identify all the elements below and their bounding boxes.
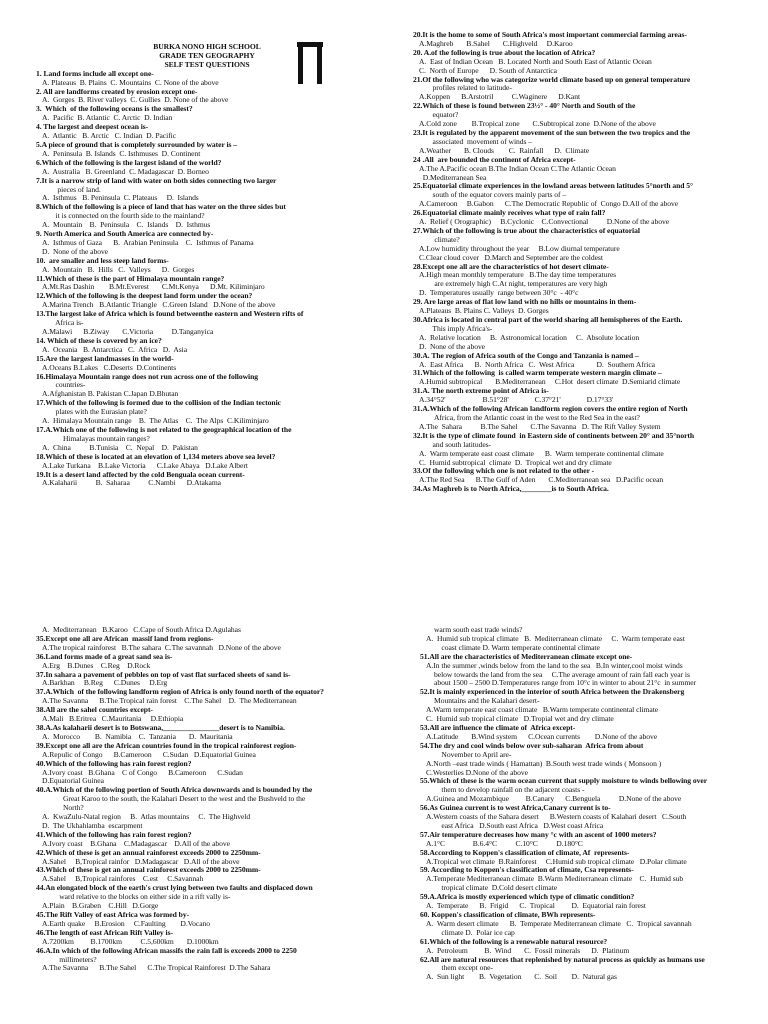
question-text: 34.As Maghreb is to North Africa,________is to South Africa. <box>413 485 609 494</box>
answer-options: A. Relative location B. Astronomical location C. Absolute location <box>419 333 640 342</box>
answer-options: climate D. Polar ice cap <box>434 928 515 937</box>
question-text: 31.A.Which of the following African landform region covers the entire region of North <box>413 405 688 414</box>
answer-options: tropical climate D.Cold desert climate <box>434 884 558 893</box>
grade-title: GRADE TEN GEOGRAPHY <box>159 51 255 60</box>
question-text: 23.It is regulated by the apparent movement of the sun between the two tropics and the <box>413 128 691 137</box>
answer-options: D. None of the above <box>42 247 109 256</box>
question-text: 32.It is the type of climate found in Eastern side of continents between 20° and 35°north <box>413 431 695 440</box>
question-text: 30.Africa is located in central part of the world sharing all hemispheres of the Earth. <box>413 316 683 324</box>
answer-options: D.Equatorial Guinea <box>42 777 104 786</box>
answer-options: A. East Africa B. North Africa C. West Africa D. Southern Africa <box>419 360 655 369</box>
answer-options: A. Isthmus B. Peninsula C. Plateaus D. Islands <box>42 194 199 203</box>
question-text: 40.A.Which of the following portion of South Africa downwards and is bounded by the <box>36 786 313 795</box>
answer-options: A.Cameroon B.Gabon C.The Democratic Republic of Congo D.All of the above <box>419 200 679 209</box>
answer-options: pieces of land. <box>50 185 101 194</box>
question-text: 7.It is a narrow strip of land with water on both sides connecting two larger <box>36 176 277 185</box>
question-text: 27.Which of the following is true about the characteristics of equatorial <box>413 226 640 235</box>
answer-options: A.Cold zone B.Tropical zone C.Subtropical zone D.None of the above <box>419 120 656 129</box>
question-text: 40.Which of the following has rain forest region? <box>36 759 192 768</box>
answer-options: A.North –east trade winds ( Hamattan) B.South west trade winds ( Monsoon ) <box>426 759 662 768</box>
answer-options: A.The Red Sea B.The Gulf of Aden C.Mediterranean sea D.Pacific ocean <box>419 476 664 485</box>
question-text: 14. Which of these is covered by an ice? <box>36 336 162 345</box>
answer-options: C. Humid sub tropical climate D.Tropial wet and dry climate <box>426 715 614 724</box>
column-left-bottom <box>36 626 391 973</box>
test-title: SELF TEST QUESTIONS <box>164 60 250 69</box>
answer-options: A. Peninsula B. Islands C. Isthmuses D. Continent <box>42 149 201 158</box>
answer-options: A.Ivory coast B.Ghana C.Madagascar D.All of the above <box>42 839 230 848</box>
pi-symbol-icon <box>295 40 325 86</box>
question-text: 17.A.Which one of the following is not related to the geographical location of the <box>36 425 292 434</box>
answer-options: A. Petroleum B. Wind C. Fossil minerals D. Platinum <box>426 946 630 955</box>
question-text: 56.As Guinea current is to west Africa,Canary current is to- <box>420 804 611 813</box>
answer-options: A.34°52' B.51°28' C.37°21' D.17°33' <box>419 396 614 405</box>
answer-options: A. Isthmus of Gaza B. Arabian Peninsula C. Isthmus of Panama <box>42 238 254 247</box>
answer-options: A.The Savanna B.The Tropical rain forest C.The Sahel D. The Mediterranean <box>42 697 297 706</box>
question-text: 54.The dry and cool winds below over sub-saharan Africa from about <box>420 741 644 750</box>
answer-options: A.Plateaus B. Plains C. Valleys D. Gorges <box>419 307 549 316</box>
answer-options: A.Warm temperate east coast climate B.Warm temperate continental climate <box>426 706 659 715</box>
answer-options: countries- <box>50 381 86 390</box>
question-text: 60. Koppen's classification of climate, BWh represents- <box>420 911 596 919</box>
answer-options: A.7200km B.1700km C.5,600km D.1000km <box>42 937 219 946</box>
question-text: 31.Which of the following is called warm temperate western margin climate – <box>413 369 662 378</box>
answer-options: climate? <box>427 235 460 244</box>
answer-options: A. Sun light B. Vegetation C. Soil D. Natural gas <box>426 973 617 982</box>
answer-options: C.Clear cloud cover D.March and September are the coldest <box>419 253 603 262</box>
question-text: 62.All are natural resources that replenished by natural process as quickly as humans use <box>420 955 705 964</box>
answer-options: A.Kalaharii B. Saharaa C.Nambi D.Atakama <box>42 479 222 488</box>
question-text: 42.Which of these is get an annual rainforest exceeds 2000 to 2250mm- <box>36 848 261 857</box>
answer-options: A.Maghreb B.Sahel C.Highveld D.Karoo <box>419 39 573 48</box>
answer-options: November to April are- <box>434 750 512 759</box>
question-text: 59. According to Koppen's classification of climate, Csa represents- <box>420 866 634 875</box>
question-text: 61.Which of the following is a renewable natural resource? <box>420 937 608 946</box>
answer-options: A.Latitude B.Wind system C.Ocean currents D.None of the above <box>426 732 658 741</box>
answer-options: Mountains and the Kalahari desert- <box>434 697 540 706</box>
answer-options: A.Repulic of Congo B.Cameroon C.Sudan D.Equatorial Guinea <box>42 750 256 759</box>
answer-options: A. Humid sub tropical climate B. Mediterranean climate C. Warm temperate east <box>426 634 685 643</box>
question-text: 51.All are the characteristics of Mediterranean climate except one- <box>420 652 633 661</box>
answer-options: A.Erg B.Dunes C.Reg D.Rock <box>42 661 151 670</box>
answer-options: North? <box>50 804 84 813</box>
question-text: 59.A.Africa is mostly experienced which type of climatic condition? <box>420 893 635 902</box>
question-text: 11.Which of these is the part of Himalaya mountain range? <box>36 274 225 283</box>
question-text: 19.It is a desert land affected by the cold Benguala ocean current- <box>36 470 245 479</box>
answer-options: are extremely high C.At night, temperatures are very high <box>427 280 608 289</box>
answer-options: and south latitudes- <box>427 440 492 449</box>
answer-options: Africa, from the Atlantic coast in the west to the Red Sea in the east? <box>427 413 640 422</box>
answer-options: A.Temperate Mediterranean climate B.Warm Mediterranean climate C. Humid sub <box>426 875 684 884</box>
question-text: 20.It is the home to some of South Africa's most important commercial farming areas- <box>413 31 687 39</box>
answer-options: A. Mountain B. Hills C. Valleys D. Gorges <box>42 265 195 274</box>
answer-options: A.1°C B.6.4°C C.10°C D.180°C <box>426 839 583 848</box>
answer-options: A.Plain B.Graben C.Hill D.Gorge <box>42 902 159 911</box>
question-text: 2. All are landforms created by erosion except one- <box>36 87 198 96</box>
question-text: 31.A. The north extreme point of Africa is- <box>413 387 549 396</box>
answer-options: A.Sahel B,Tropical rainfores C.est C.Savannah <box>42 875 204 884</box>
answer-options: A. Australia B. Greenland C. Madagascar D. Borneo <box>42 167 209 176</box>
answer-options: A.Mt.Ras Dashin B.Mt.Everest C.Mt.Kenya D.Mt. Kiliminjaro <box>42 283 265 292</box>
answer-options: profiles related to latitude- <box>427 84 512 93</box>
answer-options: D. Temperatures usually range between 30°c - 40°c <box>419 289 579 298</box>
answer-options: Himalayas mountain ranges? <box>50 434 150 443</box>
answer-options: A.High mean monthly temperature B.The day time temperatures <box>419 271 617 280</box>
answer-options: A. Warm temperate east coast climate B. Warm temperate continental climate <box>419 449 664 458</box>
question-text: 38.All are the sahel countries except- <box>36 706 153 715</box>
answer-options: C. North of Europe D. South of Antarctica <box>419 66 557 75</box>
question-text: 20. A.of the following is true about the location of Africa? <box>413 48 596 57</box>
question-text: 24 .All are bounded the continent of Africa except- <box>413 155 576 164</box>
column-right-bottom <box>420 626 768 982</box>
question-text: 18.Which of these is located at an elevation of 1,134 meters above sea level? <box>36 452 276 461</box>
question-text: 43.Which of these is get an annual rainforest exceeds 2000 to 2250mm- <box>36 866 261 875</box>
answer-options: A. Warm desert climate B. Temperate Mediterranean climate C. Tropical savannah <box>426 919 692 928</box>
answer-options: A.Western coasts of the Sahara desert B.Western coasts of Kalahari desert C.South <box>426 813 687 822</box>
answer-options: A.Humid subtropical B.Mediterranean C.Hot desert climate D.Semiarid climate <box>419 378 681 387</box>
answer-options: A. Pacific B. Atlantic C. Arctic D. Indian <box>42 114 173 123</box>
answer-options: A. Mountain B. Peninsula C. Islands D. Isthmus <box>42 221 211 230</box>
question-text: 9. North America and South America are connected by- <box>36 230 214 239</box>
answer-options: warm south east trade winds? <box>434 626 523 634</box>
answer-options: A.The Sahara B.The Sahel C.The Savanna D. The Rift Valley System <box>419 422 661 431</box>
question-text: 57.Air temperature decreases how many °c with an ascent of 1000 meters? <box>420 830 657 839</box>
answer-options: A. Morocco B. Namibia C. Tanzania D. Mauritania <box>42 732 233 741</box>
question-text: 45.The Rift Valley of east Africa was formed by- <box>36 911 190 919</box>
answer-options: them to develop rainfall on the adjacent coasts - <box>434 786 585 795</box>
answer-options: A.Tropical wet climate B.Rainforest C.Humid sub tropical climate D.Polar climate <box>426 857 687 866</box>
question-text: 33.Of the following which one is not related to the other - <box>413 467 595 476</box>
question-text: 12.Which of the following is the deepest land form under the ocean? <box>36 292 253 301</box>
answer-options: A.Afghanistan B. Pakistan C.Japan D.Bhutan <box>42 390 179 399</box>
answer-options: A.In the summer ,winds below from the land to the sea B.In winter,cool moist winds <box>426 661 683 670</box>
answer-options: east Africa D.South east Africa D.West coast Africa <box>434 821 604 830</box>
question-text: 8.Which of the following is a piece of land that has water on the three sides but <box>36 203 286 212</box>
question-text: 55.Which of these is the warm ocean current that supply moisture to winds bellowing over <box>420 777 708 786</box>
answer-options: D. None of the above <box>419 342 486 351</box>
question-text: 28.Except one all are the characteristics of hot desert climate- <box>413 262 609 271</box>
answer-options: A.Earth quake B.Erosion C.Faulting D.Vocano <box>42 919 211 928</box>
question-text: 1. Land forms include all except one- <box>36 69 154 78</box>
answer-options: Africa is- <box>50 319 84 328</box>
answer-options: A.Marina Trench B.Atlantic Triangle C.Green Island D.None of the above <box>42 301 276 310</box>
answer-options: A.Sahel B,Tropical rainfor D.Madagascar D.All of the above <box>42 857 240 866</box>
answer-options: A. Atlantic B. Arctic C. Indian D. Pacific <box>42 132 177 141</box>
question-text: 53.All are influence the climate of Africa except- <box>420 723 576 732</box>
column-left-top <box>36 43 378 488</box>
answer-options: coast climate D. Warm temperate continental climate <box>434 643 600 652</box>
question-text: 37.In sahara a pavement of pebbles on top of vast flat surfaced sheets of sand is- <box>36 670 291 679</box>
answer-options: C.Westerlies D.None of the above <box>426 768 528 777</box>
answer-options: associated movement of winds – <box>427 137 533 146</box>
answer-options: A. KwaZulu-Natal region B. Atlas mountains C. The Highveld <box>42 813 251 822</box>
question-text: 4. The largest and deepest ocean is- <box>36 123 149 132</box>
answer-options: A. Plateaus B. Plains C. Mountains C. None of the above <box>42 78 219 87</box>
answer-options: C. Humid subtropical climate D. Tropical wet and dry climate <box>419 458 612 467</box>
question-text: 26.Equatorial climate mainly receives what type of rain fall? <box>413 209 606 218</box>
school-name: BURKA NONO HIGH SCHOOL <box>153 43 261 51</box>
question-text: 3. Which of the following oceans is the smallest? <box>36 105 193 114</box>
answer-options: A.Ivory coast B.Ghana C of Congo B.Cameroon C.Sudan <box>42 768 243 777</box>
question-text: 30.A. The region of Africa south of the Congo and Tanzania is named – <box>413 351 639 360</box>
question-text: 46.The length of east African Rift Valley is- <box>36 928 173 937</box>
question-text: 5.A piece of ground that is completely surrounded by water is – <box>36 140 238 149</box>
answer-options: A. Mediterranean B.Karoo C.Cape of South Africa D.Agulahas <box>42 626 241 634</box>
question-text: 29. Are large areas of flat low land with no hills or mountains in them- <box>413 298 637 307</box>
question-text: 10. are smaller and less steep land forms- <box>36 256 169 265</box>
answer-options: below towards the land from the sea C.The average amount of rain fall each year is <box>434 670 690 679</box>
question-text: 37.A.Which of the following landform region of Africa is only found north of the equator? <box>36 688 324 697</box>
answer-options: it is connected on the fourth side to the mainland? <box>50 212 205 221</box>
answer-options: south of the equator covers mainly parts of – <box>427 191 567 200</box>
question-text: 16.Himalaya Mountain range does not run across one of the following <box>36 372 259 381</box>
answer-options: A.Low humidity throughout the year B.Low diurnal temperature <box>419 244 620 253</box>
question-text: 52.It is mainly experienced in the interior of south Africa between the Drakensberg <box>420 688 685 697</box>
question-text: 46.A.In which of the following African massifs the rain fall is exceeds 2000 to 2250 <box>36 946 297 955</box>
question-text: 35.Except one all are African massif land from regions- <box>36 634 214 643</box>
question-text: 25.Equatorial climate experiences in the lowland areas between latitudes 5°north and 5° <box>413 182 694 191</box>
answer-options: plates with the Eurasian plate? <box>50 408 147 417</box>
question-text: 44.An elongated block of the earth's crust lying between two faults and displaced down <box>36 884 313 893</box>
answer-options: equator? <box>427 111 459 120</box>
answer-options: A.Mali B.Eritrea C.Mauritania D.Ethiopia <box>42 715 184 724</box>
question-text: 17.Which of the following is formed due to the collision of the Indian tectonic <box>36 399 281 408</box>
answer-options: A.Barkhan B.Reg C.Dunes D.Erg <box>42 679 168 688</box>
answer-options: This imply Africa's- <box>427 324 493 333</box>
answer-options: ward relative to the blocks on either side in a rift vally is- <box>50 893 231 902</box>
question-text: 22.Which of these is found between 23½° - 40° North and South of the <box>413 102 636 111</box>
answer-options: A.Lake Turkana B.Lake Victoria C.Lake Abaya D.Lake Albert <box>42 461 248 470</box>
answer-options: A. Gorges B. River valleys C. Gullies D. None of the above <box>42 96 229 105</box>
question-text: 13.The largest lake of Africa which is found betweenthe eastern and Western rifts of <box>36 310 304 319</box>
question-text: 38.A.As kalaharii desert is to Botswana,_______________desert is to Namibia. <box>36 723 285 732</box>
answer-options: A. East of Indian Ocean B. Located North and South East of Atlantic Ocean <box>419 57 652 66</box>
answer-options: about 1500 – 2500 D.Temperatures range from 10°c in winter to about 21°c in summer <box>434 679 697 688</box>
answer-options: A.Guinea and Mozambique B.Canary C.Benguela D.None of the above <box>426 795 682 804</box>
answer-options: A.Oceans B.Lakes C.Deserts D.Continents <box>42 363 177 372</box>
answer-options: A.The Savanna B.The Sahel C.The Tropical Rainforest D.The Sahara <box>42 964 271 973</box>
answer-options: D.Mediterranean Sea <box>419 173 487 182</box>
answer-options: A.Koppen B.Arstotril C.Waginere D.Kant <box>419 93 581 102</box>
column-right-top <box>413 31 761 494</box>
question-text: 15.Are the largest landmasses in the world- <box>36 354 174 363</box>
answer-options: Great Karoo to the south, the Kalahari Desert to the west and the Bushveld to the <box>50 795 306 804</box>
answer-options: millimeters? <box>50 955 97 964</box>
question-text: 41.Which of the following has rain forest region? <box>36 830 192 839</box>
answer-options: A. Oceania B. Antarctica C. Africa D. Asia <box>42 345 188 354</box>
answer-options: A.The A.Pacific ocean B.The Indian Ocean C.The Atlantic Ocean <box>419 164 616 173</box>
question-text: 39.Except one all are the African countries found in the tropical rainforest region- <box>36 741 297 750</box>
answer-options: A.Weather B. Clouds C. Rainfall D. Climate <box>419 146 590 155</box>
answer-options: A.The tropical rainforest B.The sahara C.The savannah D.None of the above <box>42 643 281 652</box>
answer-options: D. The Ukhahlamba escarpment <box>42 821 143 830</box>
answer-options: A. China B.Tunisia C. Nepal D. Pakistan <box>42 443 198 452</box>
question-text: 21.Of the following who was categorize world climate based up on general temperature <box>413 75 691 84</box>
answer-options: A.Malawi B.Ziway C.Victoria D.Tanganyica <box>42 328 214 336</box>
answer-options: A. Relief ( Orographic) B.Cyclonic C.Convectional D.None of the above <box>419 218 670 227</box>
question-text: 6.Which of the following is the largest island of the world? <box>36 158 222 167</box>
question-text: 58.According to Koppen's classification of climate, Af represents- <box>420 848 630 857</box>
answer-options: A. Temperate B. Frigid C. Tropical D. Equatorial rain forest <box>426 902 646 911</box>
answer-options: A. Himalaya Mountain range B. The Atlas C. The Alps C.Kiliminjaro <box>42 417 269 426</box>
answer-options: them except one- <box>434 964 493 973</box>
question-text: 36.Land forms made of a great sand sea is- <box>36 652 173 661</box>
